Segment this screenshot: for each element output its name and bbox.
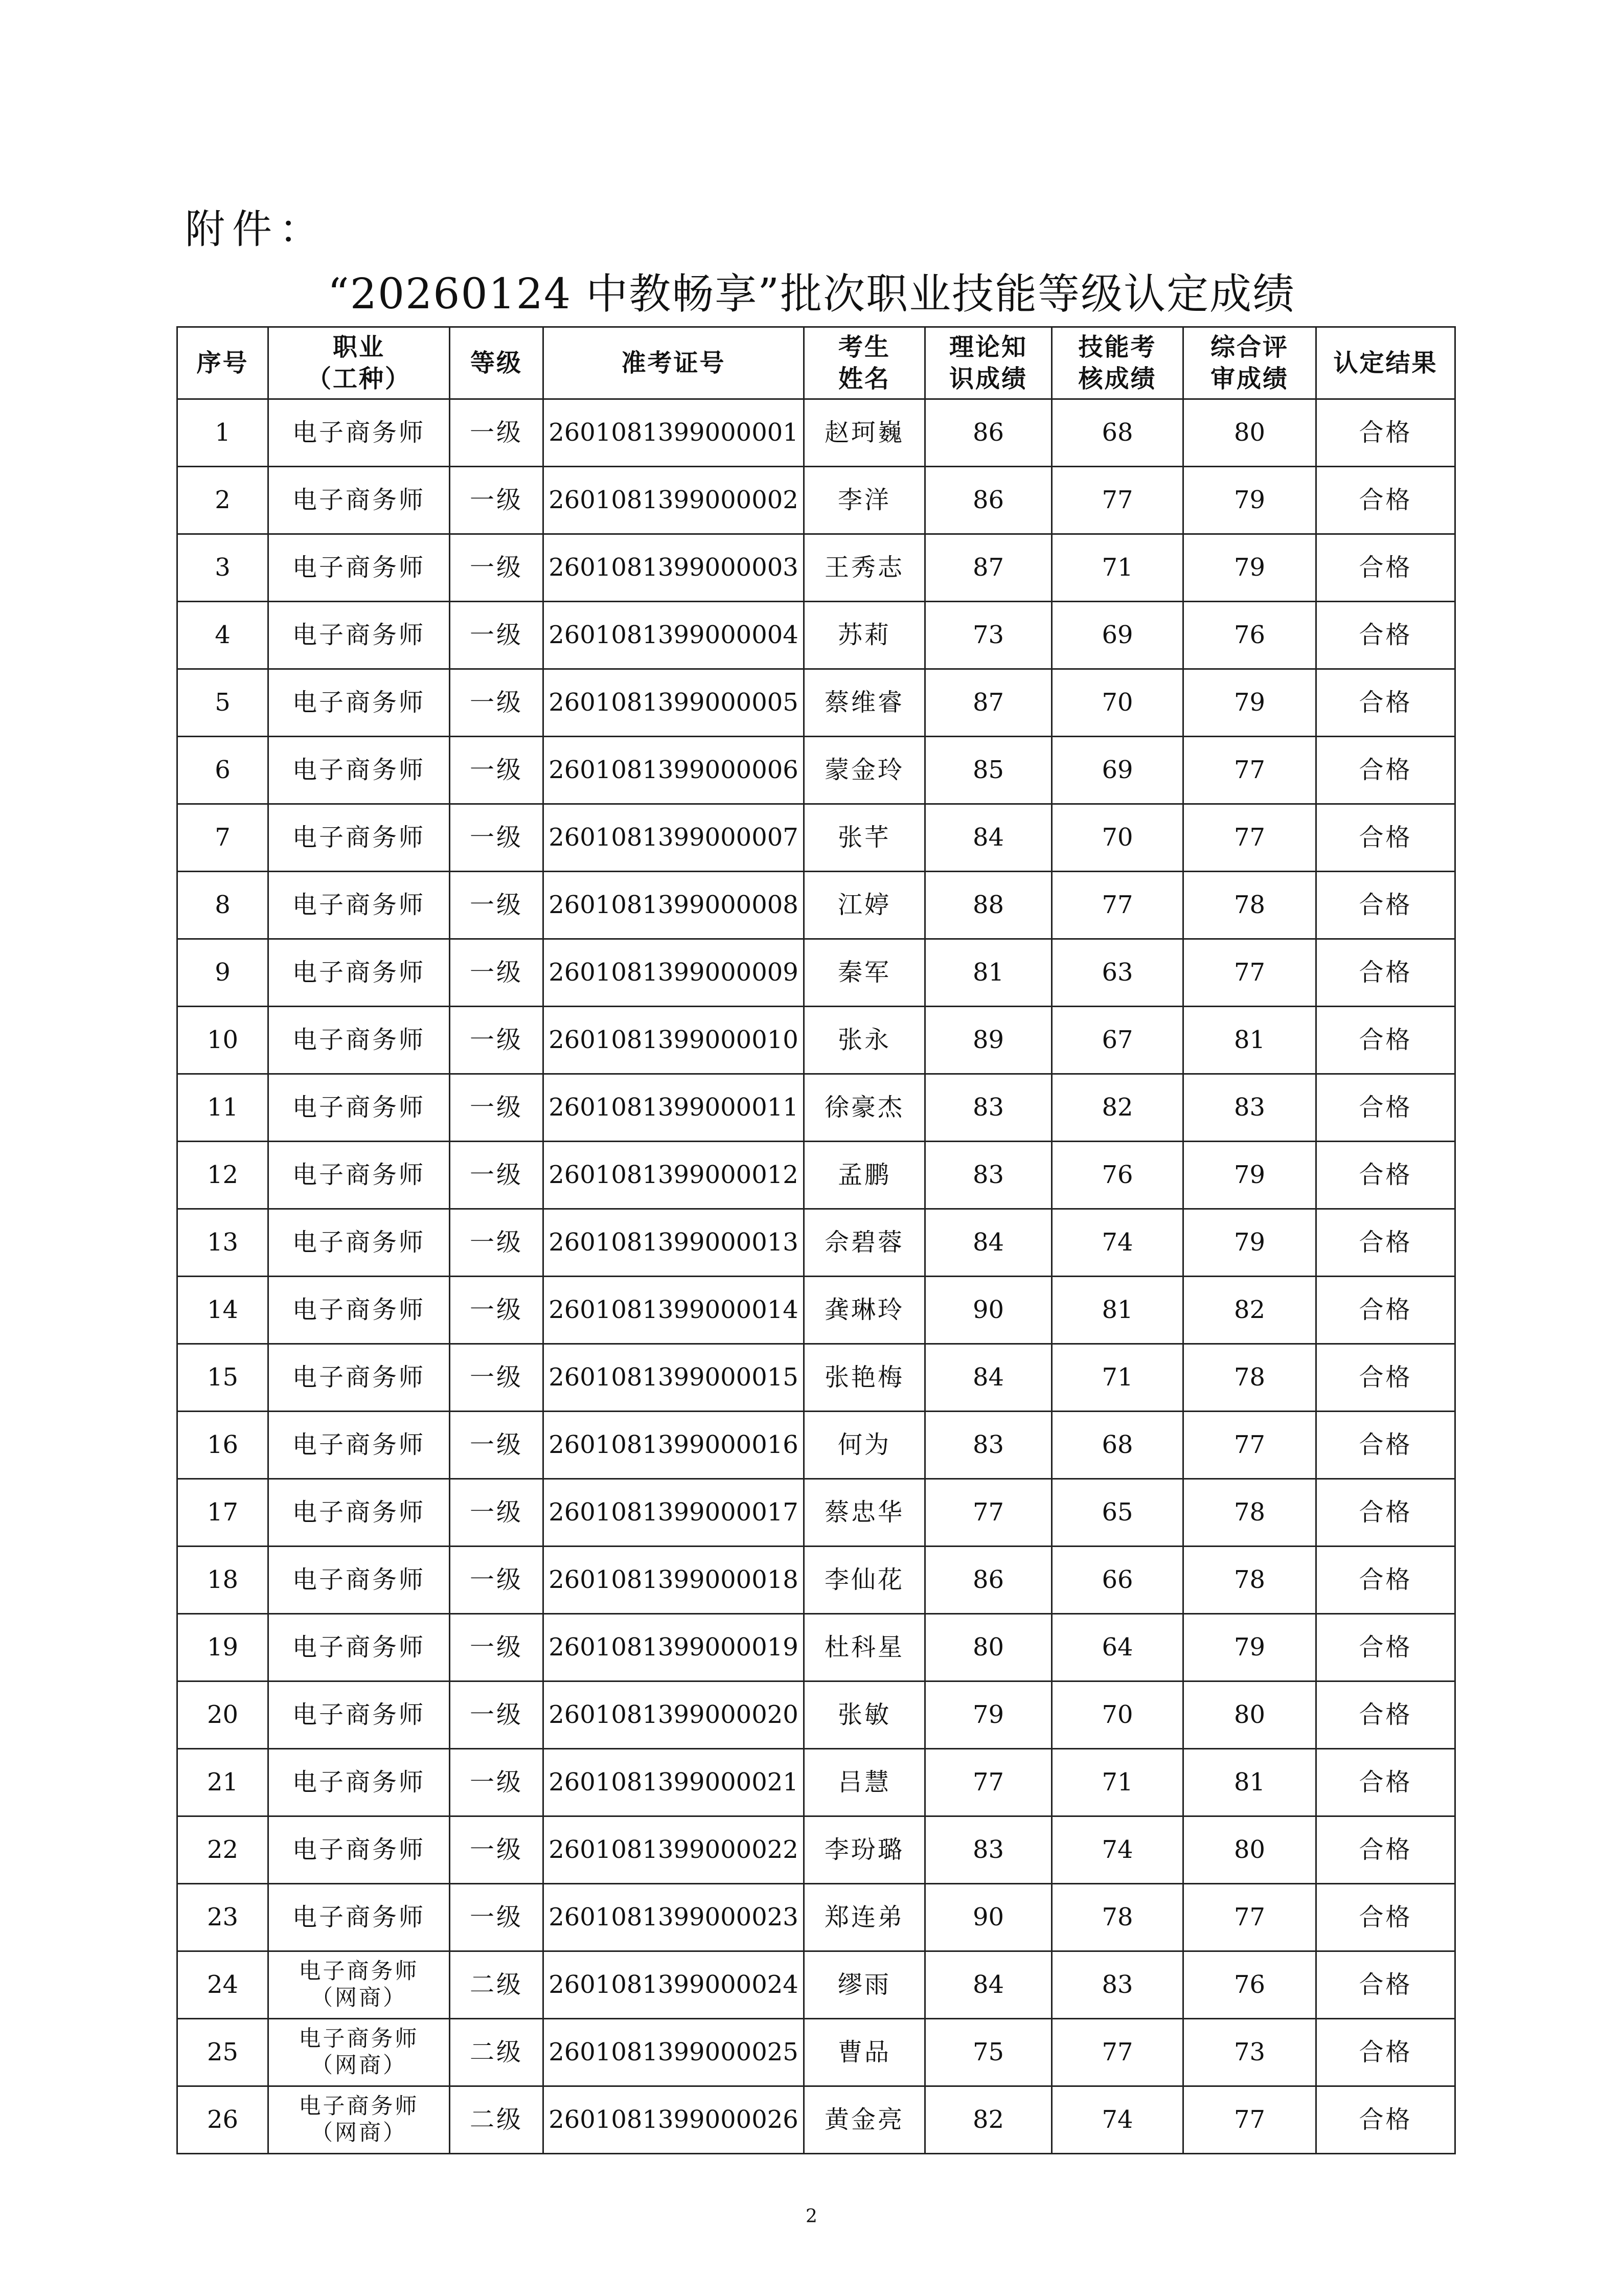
- cell-review: 81: [1183, 1749, 1316, 1816]
- cell-name: 蔡维睿: [804, 669, 925, 737]
- table-row: [177, 534, 1455, 602]
- cell-result: 合格: [1316, 737, 1455, 804]
- cell-level: 一级: [450, 737, 543, 804]
- column-header: 综合评 审成绩: [1183, 327, 1316, 399]
- table-body: [177, 399, 1455, 2154]
- cell-ticket: 2601081399000025: [543, 2019, 804, 2086]
- cell-ticket: 2601081399000026: [543, 2086, 804, 2154]
- cell-name: 蒙金玲: [804, 737, 925, 804]
- cell-review: 78: [1183, 1479, 1316, 1547]
- cell-result: 合格: [1316, 534, 1455, 602]
- cell-no: 12: [177, 1142, 268, 1209]
- cell-ticket: 2601081399000013: [543, 1209, 804, 1277]
- cell-name: 王秀志: [804, 534, 925, 602]
- cell-theory: 86: [925, 1547, 1052, 1614]
- cell-job: 电子商务师: [268, 1816, 450, 1884]
- cell-no: 17: [177, 1479, 268, 1547]
- cell-level: 一级: [450, 1209, 543, 1277]
- cell-level: 一级: [450, 1277, 543, 1344]
- cell-level: 一级: [450, 1007, 543, 1074]
- cell-review: 76: [1183, 602, 1316, 669]
- cell-name: 蔡忠华: [804, 1479, 925, 1547]
- results-table: [176, 326, 1456, 2154]
- cell-no: 9: [177, 939, 268, 1007]
- cell-skill: 65: [1052, 1479, 1183, 1547]
- cell-review: 79: [1183, 1614, 1316, 1681]
- cell-ticket: 2601081399000021: [543, 1749, 804, 1816]
- cell-result: 合格: [1316, 1277, 1455, 1344]
- cell-result: 合格: [1316, 2019, 1455, 2086]
- cell-level: 二级: [450, 2086, 543, 2154]
- cell-job: 电子商务师: [268, 1614, 450, 1681]
- cell-job: 电子商务师: [268, 534, 450, 602]
- cell-name: 曹品: [804, 2019, 925, 2086]
- cell-name: 李玢璐: [804, 1816, 925, 1884]
- cell-review: 78: [1183, 1344, 1316, 1412]
- table-row: [177, 1884, 1455, 1951]
- cell-ticket: 2601081399000018: [543, 1547, 804, 1614]
- cell-name: 郑连弟: [804, 1884, 925, 1951]
- cell-job: 电子商务师: [268, 872, 450, 939]
- cell-theory: 73: [925, 602, 1052, 669]
- cell-job: 电子商务师: [268, 1479, 450, 1547]
- cell-level: 一级: [450, 534, 543, 602]
- cell-skill: 70: [1052, 669, 1183, 737]
- cell-name: 张敏: [804, 1681, 925, 1749]
- cell-ticket: 2601081399000020: [543, 1681, 804, 1749]
- cell-level: 一级: [450, 804, 543, 872]
- cell-no: 10: [177, 1007, 268, 1074]
- cell-name: 龚琳玲: [804, 1277, 925, 1344]
- table-row: [177, 737, 1455, 804]
- cell-ticket: 2601081399000008: [543, 872, 804, 939]
- cell-level: 一级: [450, 939, 543, 1007]
- table-row: [177, 1479, 1455, 1547]
- cell-theory: 86: [925, 467, 1052, 534]
- cell-ticket: 2601081399000024: [543, 1951, 804, 2019]
- cell-no: 8: [177, 872, 268, 939]
- cell-skill: 74: [1052, 1816, 1183, 1884]
- cell-result: 合格: [1316, 804, 1455, 872]
- cell-no: 18: [177, 1547, 268, 1614]
- cell-theory: 84: [925, 1209, 1052, 1277]
- cell-theory: 83: [925, 1816, 1052, 1884]
- cell-no: 19: [177, 1614, 268, 1681]
- cell-level: 二级: [450, 2019, 543, 2086]
- cell-theory: 80: [925, 1614, 1052, 1681]
- cell-name: 佘碧蓉: [804, 1209, 925, 1277]
- cell-ticket: 2601081399000009: [543, 939, 804, 1007]
- cell-name: 赵珂巍: [804, 399, 925, 467]
- cell-review: 80: [1183, 399, 1316, 467]
- table-row: [177, 399, 1455, 467]
- cell-level: 一级: [450, 1142, 543, 1209]
- cell-review: 80: [1183, 1681, 1316, 1749]
- cell-name: 何为: [804, 1412, 925, 1479]
- cell-no: 1: [177, 399, 268, 467]
- cell-result: 合格: [1316, 1479, 1455, 1547]
- table-row: [177, 939, 1455, 1007]
- table-row: [177, 804, 1455, 872]
- cell-skill: 69: [1052, 737, 1183, 804]
- cell-result: 合格: [1316, 939, 1455, 1007]
- cell-skill: 71: [1052, 1749, 1183, 1816]
- cell-name: 苏莉: [804, 602, 925, 669]
- cell-theory: 77: [925, 1479, 1052, 1547]
- cell-name: 秦军: [804, 939, 925, 1007]
- cell-job: 电子商务师: [268, 1277, 450, 1344]
- cell-skill: 67: [1052, 1007, 1183, 1074]
- column-header: 考生 姓名: [804, 327, 925, 399]
- cell-skill: 77: [1052, 2019, 1183, 2086]
- cell-theory: 87: [925, 534, 1052, 602]
- cell-result: 合格: [1316, 1749, 1455, 1816]
- cell-job: 电子商务师: [268, 1142, 450, 1209]
- table-row: [177, 1749, 1455, 1816]
- cell-review: 78: [1183, 872, 1316, 939]
- table-row: [177, 1951, 1455, 2019]
- cell-review: 79: [1183, 1209, 1316, 1277]
- column-header: 理论知 识成绩: [925, 327, 1052, 399]
- cell-ticket: 2601081399000017: [543, 1479, 804, 1547]
- cell-name: 李洋: [804, 467, 925, 534]
- cell-job: 电子商务师: [268, 1412, 450, 1479]
- cell-review: 79: [1183, 1142, 1316, 1209]
- cell-result: 合格: [1316, 1007, 1455, 1074]
- column-header: 等级: [450, 327, 543, 399]
- cell-no: 11: [177, 1074, 268, 1142]
- cell-job: 电子商务师: [268, 1884, 450, 1951]
- cell-skill: 64: [1052, 1614, 1183, 1681]
- cell-level: 二级: [450, 1951, 543, 2019]
- cell-job: 电子商务师: [268, 939, 450, 1007]
- cell-level: 一级: [450, 1344, 543, 1412]
- table-row: [177, 1681, 1455, 1749]
- cell-name: 黄金亮: [804, 2086, 925, 2154]
- page-title: “20260124 中教畅享”批次职业技能等级认定成绩: [327, 270, 1296, 319]
- cell-no: 14: [177, 1277, 268, 1344]
- cell-no: 20: [177, 1681, 268, 1749]
- cell-review: 82: [1183, 1277, 1316, 1344]
- cell-result: 合格: [1316, 1142, 1455, 1209]
- cell-job: 电子商务师: [268, 1749, 450, 1816]
- cell-skill: 82: [1052, 1074, 1183, 1142]
- cell-review: 78: [1183, 1547, 1316, 1614]
- cell-ticket: 2601081399000001: [543, 399, 804, 467]
- cell-theory: 85: [925, 737, 1052, 804]
- cell-skill: 83: [1052, 1951, 1183, 2019]
- cell-no: 22: [177, 1816, 268, 1884]
- cell-name: 张艳梅: [804, 1344, 925, 1412]
- cell-ticket: 2601081399000003: [543, 534, 804, 602]
- table-row: [177, 1344, 1455, 1412]
- cell-level: 一级: [450, 1074, 543, 1142]
- cell-skill: 76: [1052, 1142, 1183, 1209]
- cell-level: 一级: [450, 1749, 543, 1816]
- cell-job: 电子商务师: [268, 467, 450, 534]
- cell-review: 81: [1183, 1007, 1316, 1074]
- cell-level: 一级: [450, 1479, 543, 1547]
- cell-theory: 84: [925, 1951, 1052, 2019]
- cell-ticket: 2601081399000015: [543, 1344, 804, 1412]
- cell-job: 电子商务师: [268, 669, 450, 737]
- table-row: [177, 1277, 1455, 1344]
- cell-theory: 83: [925, 1412, 1052, 1479]
- cell-ticket: 2601081399000019: [543, 1614, 804, 1681]
- cell-review: 79: [1183, 669, 1316, 737]
- cell-theory: 84: [925, 1344, 1052, 1412]
- cell-level: 一级: [450, 1816, 543, 1884]
- cell-name: 吕慧: [804, 1749, 925, 1816]
- cell-no: 16: [177, 1412, 268, 1479]
- cell-level: 一级: [450, 1412, 543, 1479]
- cell-theory: 79: [925, 1681, 1052, 1749]
- cell-name: 李仙花: [804, 1547, 925, 1614]
- cell-review: 77: [1183, 939, 1316, 1007]
- cell-theory: 81: [925, 939, 1052, 1007]
- cell-result: 合格: [1316, 1951, 1455, 2019]
- cell-result: 合格: [1316, 602, 1455, 669]
- cell-review: 77: [1183, 2086, 1316, 2154]
- cell-result: 合格: [1316, 1074, 1455, 1142]
- cell-result: 合格: [1316, 467, 1455, 534]
- cell-level: 一级: [450, 1614, 543, 1681]
- cell-no: 21: [177, 1749, 268, 1816]
- table-row: [177, 467, 1455, 534]
- cell-ticket: 2601081399000005: [543, 669, 804, 737]
- cell-level: 一级: [450, 1884, 543, 1951]
- cell-skill: 66: [1052, 1547, 1183, 1614]
- cell-result: 合格: [1316, 1816, 1455, 1884]
- cell-skill: 68: [1052, 1412, 1183, 1479]
- cell-theory: 88: [925, 872, 1052, 939]
- cell-level: 一级: [450, 602, 543, 669]
- cell-level: 一级: [450, 1547, 543, 1614]
- cell-skill: 81: [1052, 1277, 1183, 1344]
- cell-no: 13: [177, 1209, 268, 1277]
- column-header: 认定结果: [1316, 327, 1455, 399]
- cell-skill: 63: [1052, 939, 1183, 1007]
- cell-job: 电子商务师: [268, 1074, 450, 1142]
- cell-theory: 83: [925, 1074, 1052, 1142]
- cell-job: 电子商务师 （网商）: [268, 2086, 450, 2154]
- cell-skill: 78: [1052, 1884, 1183, 1951]
- cell-ticket: 2601081399000011: [543, 1074, 804, 1142]
- cell-review: 79: [1183, 534, 1316, 602]
- cell-skill: 70: [1052, 804, 1183, 872]
- cell-no: 23: [177, 1884, 268, 1951]
- cell-job: 电子商务师: [268, 1007, 450, 1074]
- cell-result: 合格: [1316, 1547, 1455, 1614]
- cell-skill: 69: [1052, 602, 1183, 669]
- cell-result: 合格: [1316, 1412, 1455, 1479]
- cell-job: 电子商务师: [268, 737, 450, 804]
- cell-theory: 82: [925, 2086, 1052, 2154]
- cell-skill: 74: [1052, 2086, 1183, 2154]
- table-row: [177, 2019, 1455, 2086]
- cell-name: 张永: [804, 1007, 925, 1074]
- cell-no: 6: [177, 737, 268, 804]
- cell-no: 7: [177, 804, 268, 872]
- cell-level: 一级: [450, 467, 543, 534]
- table-row: [177, 1547, 1455, 1614]
- cell-job: 电子商务师: [268, 804, 450, 872]
- cell-no: 3: [177, 534, 268, 602]
- table-row: [177, 1614, 1455, 1681]
- cell-result: 合格: [1316, 872, 1455, 939]
- column-header: 准考证号: [543, 327, 804, 399]
- cell-name: 杜科星: [804, 1614, 925, 1681]
- column-header: 技能考 核成绩: [1052, 327, 1183, 399]
- cell-name: 张芊: [804, 804, 925, 872]
- cell-skill: 74: [1052, 1209, 1183, 1277]
- cell-ticket: 2601081399000014: [543, 1277, 804, 1344]
- attachment-label: 附件：: [185, 207, 327, 253]
- cell-review: 77: [1183, 804, 1316, 872]
- column-header: 序号: [177, 327, 268, 399]
- cell-skill: 71: [1052, 534, 1183, 602]
- table-row: [177, 872, 1455, 939]
- cell-skill: 70: [1052, 1681, 1183, 1749]
- cell-name: 徐豪杰: [804, 1074, 925, 1142]
- cell-level: 一级: [450, 669, 543, 737]
- cell-job: 电子商务师: [268, 602, 450, 669]
- table-row: [177, 1142, 1455, 1209]
- cell-review: 77: [1183, 1884, 1316, 1951]
- cell-theory: 84: [925, 804, 1052, 872]
- cell-theory: 77: [925, 1749, 1052, 1816]
- cell-no: 26: [177, 2086, 268, 2154]
- table-row: [177, 1074, 1455, 1142]
- cell-job: 电子商务师: [268, 1547, 450, 1614]
- cell-no: 15: [177, 1344, 268, 1412]
- cell-theory: 90: [925, 1884, 1052, 1951]
- cell-review: 80: [1183, 1816, 1316, 1884]
- cell-result: 合格: [1316, 2086, 1455, 2154]
- cell-theory: 83: [925, 1142, 1052, 1209]
- cell-result: 合格: [1316, 399, 1455, 467]
- table-row: [177, 1412, 1455, 1479]
- cell-skill: 77: [1052, 467, 1183, 534]
- cell-theory: 89: [925, 1007, 1052, 1074]
- cell-theory: 90: [925, 1277, 1052, 1344]
- cell-name: 江婷: [804, 872, 925, 939]
- cell-job: 电子商务师: [268, 399, 450, 467]
- cell-result: 合格: [1316, 669, 1455, 737]
- cell-theory: 75: [925, 2019, 1052, 2086]
- cell-review: 77: [1183, 1412, 1316, 1479]
- cell-ticket: 2601081399000016: [543, 1412, 804, 1479]
- cell-name: 孟鹏: [804, 1142, 925, 1209]
- cell-no: 5: [177, 669, 268, 737]
- cell-skill: 68: [1052, 399, 1183, 467]
- cell-level: 一级: [450, 872, 543, 939]
- column-header: 职业 （工种）: [268, 327, 450, 399]
- cell-ticket: 2601081399000023: [543, 1884, 804, 1951]
- cell-job: 电子商务师: [268, 1681, 450, 1749]
- cell-theory: 87: [925, 669, 1052, 737]
- cell-result: 合格: [1316, 1209, 1455, 1277]
- cell-job: 电子商务师 （网商）: [268, 1951, 450, 2019]
- cell-job: 电子商务师: [268, 1344, 450, 1412]
- cell-result: 合格: [1316, 1681, 1455, 1749]
- cell-review: 73: [1183, 2019, 1316, 2086]
- cell-job: 电子商务师: [268, 1209, 450, 1277]
- table-row: [177, 669, 1455, 737]
- cell-result: 合格: [1316, 1344, 1455, 1412]
- cell-ticket: 2601081399000004: [543, 602, 804, 669]
- cell-theory: 86: [925, 399, 1052, 467]
- cell-result: 合格: [1316, 1614, 1455, 1681]
- cell-no: 24: [177, 1951, 268, 2019]
- cell-skill: 77: [1052, 872, 1183, 939]
- table-row: [177, 602, 1455, 669]
- cell-review: 83: [1183, 1074, 1316, 1142]
- cell-level: 一级: [450, 1681, 543, 1749]
- table-row: [177, 1007, 1455, 1074]
- cell-no: 4: [177, 602, 268, 669]
- table-header-row: [177, 327, 1455, 399]
- table-row: [177, 2086, 1455, 2154]
- cell-ticket: 2601081399000002: [543, 467, 804, 534]
- cell-review: 77: [1183, 737, 1316, 804]
- cell-level: 一级: [450, 399, 543, 467]
- cell-ticket: 2601081399000006: [543, 737, 804, 804]
- table-row: [177, 1816, 1455, 1884]
- cell-review: 76: [1183, 1951, 1316, 2019]
- cell-review: 79: [1183, 467, 1316, 534]
- cell-no: 2: [177, 467, 268, 534]
- cell-job: 电子商务师 （网商）: [268, 2019, 450, 2086]
- cell-ticket: 2601081399000012: [543, 1142, 804, 1209]
- page-number: 2: [806, 2206, 817, 2227]
- cell-result: 合格: [1316, 1884, 1455, 1951]
- cell-ticket: 2601081399000010: [543, 1007, 804, 1074]
- cell-ticket: 2601081399000022: [543, 1816, 804, 1884]
- cell-no: 25: [177, 2019, 268, 2086]
- table-row: [177, 1209, 1455, 1277]
- cell-skill: 71: [1052, 1344, 1183, 1412]
- cell-ticket: 2601081399000007: [543, 804, 804, 872]
- cell-name: 缪雨: [804, 1951, 925, 2019]
